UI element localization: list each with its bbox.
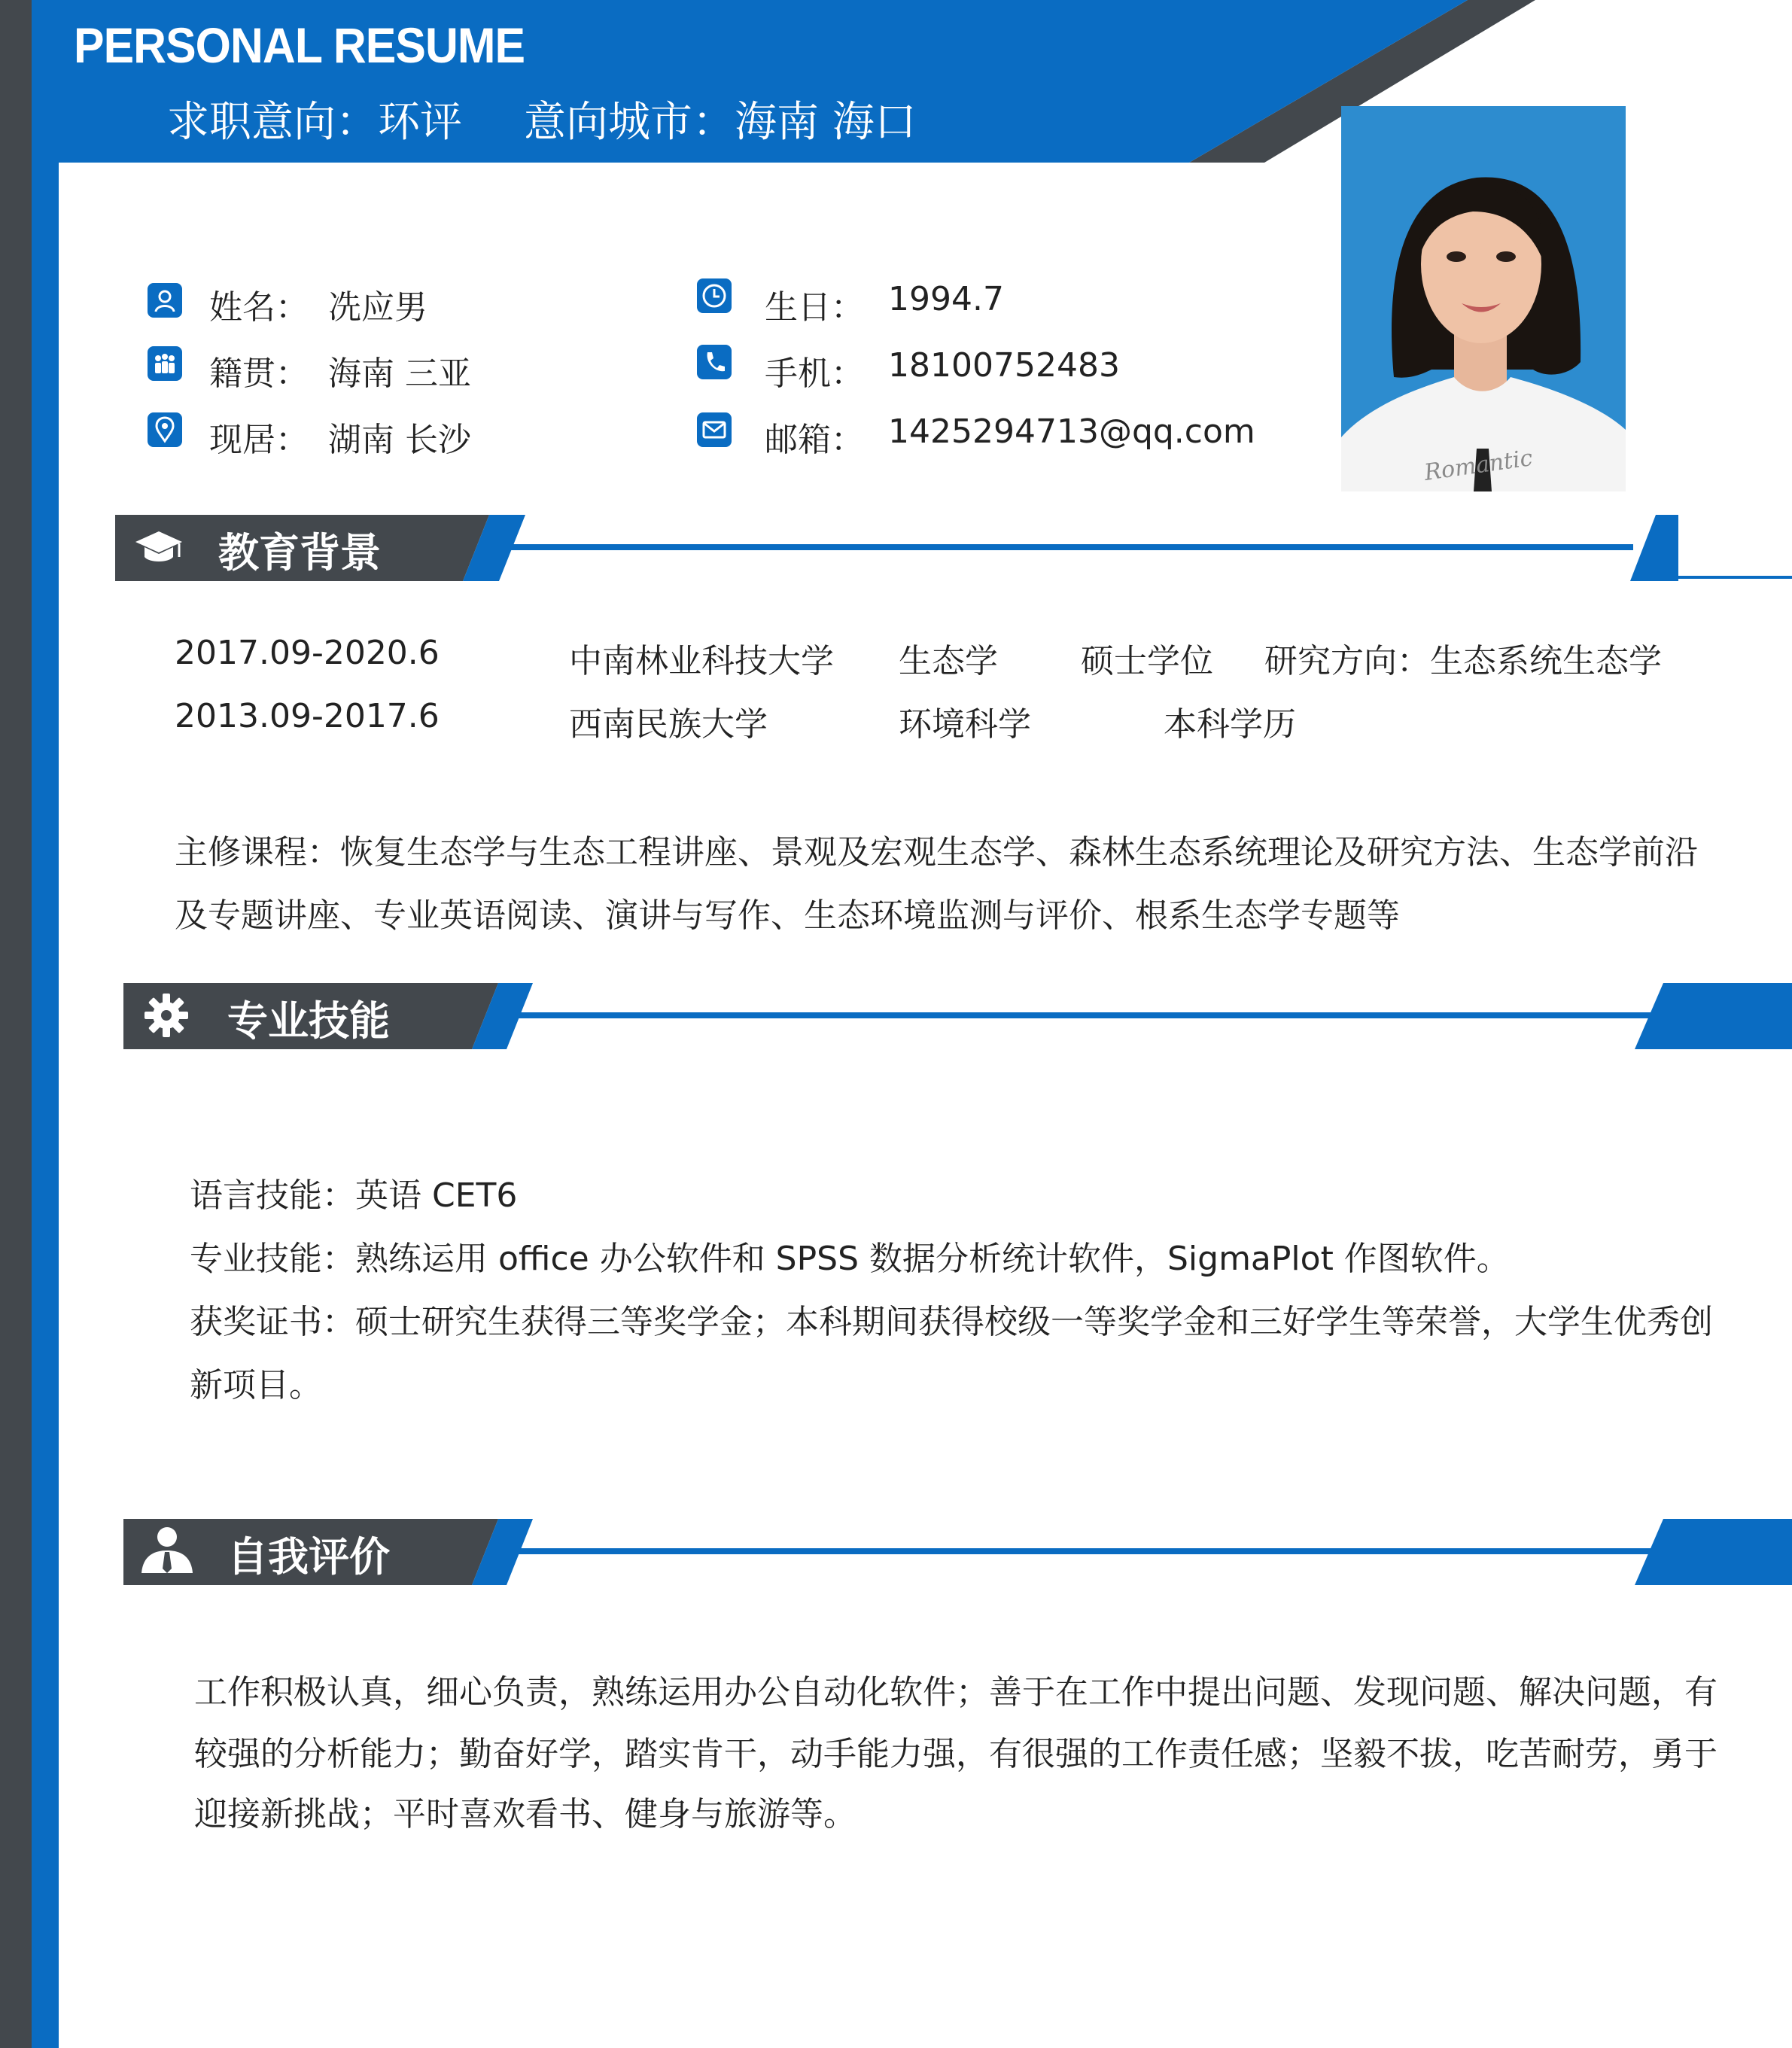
job-intent-value: 环评 bbox=[378, 98, 462, 147]
job-intent-label: 求职意向： bbox=[167, 98, 378, 147]
target-city bbox=[524, 89, 917, 149]
name-value: 冼应男 bbox=[328, 288, 427, 327]
edu-major-2: 环境科学 bbox=[899, 705, 1031, 744]
portrait-photo bbox=[1341, 106, 1626, 491]
location-pin-icon bbox=[148, 412, 182, 447]
job-intent bbox=[167, 89, 462, 149]
skill-language: 语言技能：英语 CET6 bbox=[190, 1176, 518, 1215]
edu-period-1: 2017.09-2020.6 bbox=[175, 634, 440, 672]
user-icon bbox=[148, 283, 182, 318]
person-tie-icon bbox=[138, 1525, 196, 1578]
resume-title: PERSONAL RESUME bbox=[74, 17, 525, 73]
edu-major-1: 生态学 bbox=[899, 642, 998, 680]
skill-awards-line-1: 获奖证书：硕士研究生获得三等奖学金；本科期间获得校级一等奖学金和三好学生等荣誉，大学生优秀创 bbox=[190, 1303, 1713, 1341]
skill-professional: 专业技能：熟练运用 office 办公软件和 SPSS 数据分析统计软件，SigmaPlot 作图软件。 bbox=[190, 1240, 1510, 1278]
edu-degree-2: 本科学历 bbox=[1164, 705, 1296, 744]
hometown-value: 海南 三亚 bbox=[328, 355, 471, 393]
self-eval-line-3: 迎接新挑战；平时喜欢看书、健身与旅游等。 bbox=[194, 1795, 856, 1833]
email-label: 邮箱： bbox=[765, 421, 864, 459]
phone-icon bbox=[697, 345, 732, 379]
name-label: 姓名： bbox=[209, 288, 309, 327]
mobile-value: 18100752483 bbox=[888, 346, 1120, 385]
hometown-label: 籍贯： bbox=[209, 355, 309, 393]
target-city-label: 意向城市： bbox=[524, 98, 735, 147]
self-eval-line-1: 工作积极认真，细心负责，熟练运用办公自动化软件；善于在工作中提出问题、发现问题、解决问题，有 bbox=[194, 1673, 1717, 1712]
edu-school-2: 西南民族大学 bbox=[569, 705, 768, 744]
residence-label: 现居： bbox=[209, 421, 309, 459]
group-icon bbox=[148, 346, 182, 381]
education-title: 教育背景 bbox=[218, 529, 381, 577]
email-value: 1425294713@qq.com bbox=[888, 412, 1255, 451]
edu-school-1: 中南林业科技大学 bbox=[569, 642, 834, 680]
courses-line-1: 主修课程：恢复生态学与生态工程讲座、景观及宏观生态学、森林生态系统理论及研究方法、生态学前沿 bbox=[175, 833, 1698, 872]
residence-value: 湖南 长沙 bbox=[328, 421, 471, 459]
clock-icon bbox=[697, 278, 732, 313]
target-city-value: 海南 海口 bbox=[735, 98, 917, 147]
courses-line-2: 及专题讲座、专业英语阅读、演讲与写作、生态环境监测与评价、根系生态学专题等 bbox=[175, 896, 1400, 935]
shirt-print-text: Romantic bbox=[1422, 445, 1535, 486]
self-eval-title: 自我评价 bbox=[227, 1533, 390, 1581]
mail-icon bbox=[697, 412, 732, 447]
skills-title: 专业技能 bbox=[227, 997, 390, 1045]
mobile-label: 手机： bbox=[765, 355, 864, 393]
edu-note-1: 研究方向：生态系统生态学 bbox=[1264, 642, 1662, 680]
birthday-value: 1994.7 bbox=[888, 280, 1004, 318]
skill-awards-line-2: 新项目。 bbox=[190, 1366, 322, 1404]
gear-icon bbox=[143, 992, 190, 1042]
edu-degree-1: 硕士学位 bbox=[1081, 642, 1213, 680]
graduation-cap-icon bbox=[134, 527, 184, 572]
self-eval-line-2: 较强的分析能力；勤奋好学，踏实肯干，动手能力强，有很强的工作责任感；坚毅不拔，吃苦耐劳，勇于 bbox=[194, 1735, 1717, 1773]
edu-period-2: 2013.09-2017.6 bbox=[175, 697, 440, 735]
birthday-label: 生日： bbox=[765, 288, 864, 327]
